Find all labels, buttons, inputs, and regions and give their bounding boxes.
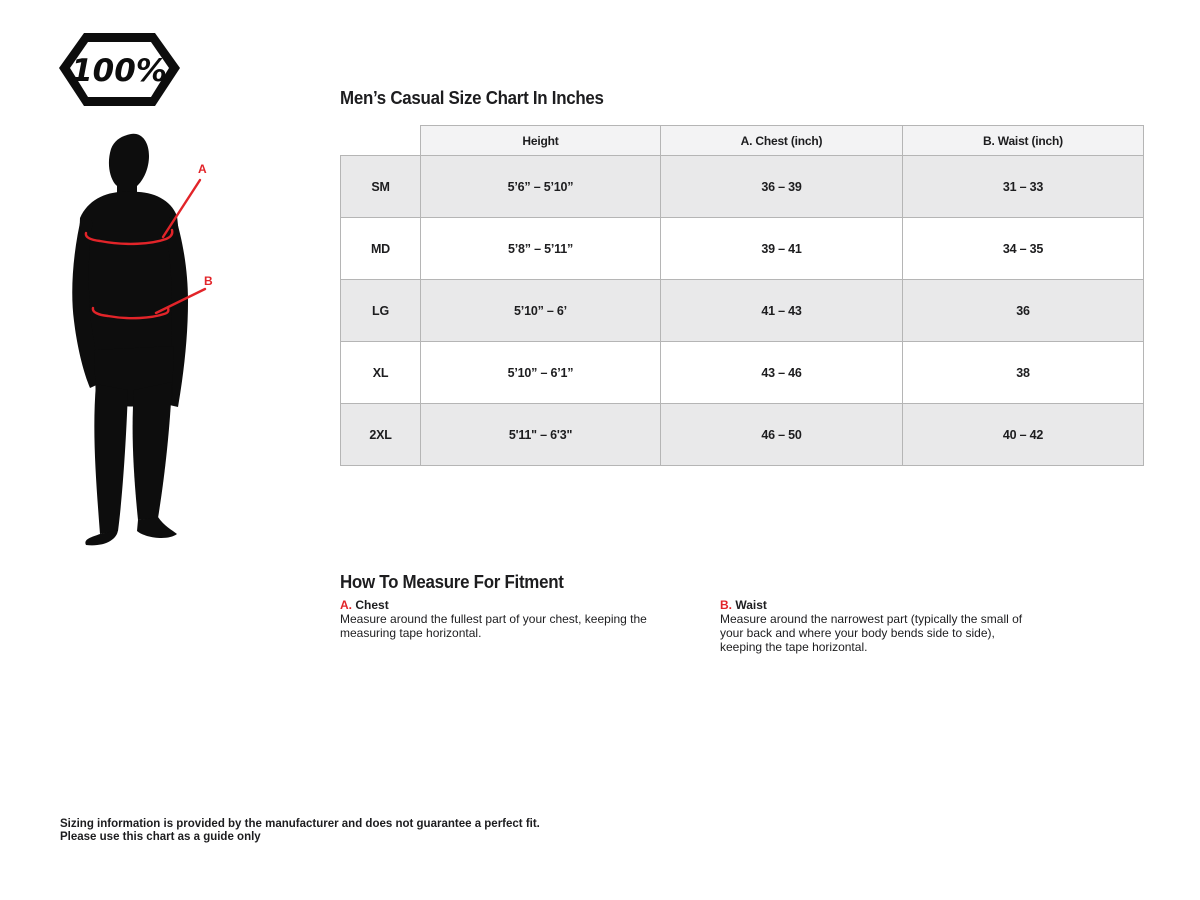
table-row-2xl (341, 404, 1144, 466)
corner-cell (341, 126, 421, 156)
hexagon-badge-icon (58, 32, 181, 107)
disclaimer-line-1: Sizing information is provided by the manufacturer and does not guarantee a perfect fit. (60, 818, 540, 830)
chest-value: 41 – 43 (661, 280, 903, 342)
male-silhouette-icon (70, 116, 245, 551)
measure-item-chest (340, 598, 650, 640)
measure-description-waist: Measure around the narrowest part (typically the small of your back and where your body bends side to side), keeping the tape horizontal. (720, 612, 1023, 654)
brand-logo (58, 32, 181, 107)
body-measurement-figure (70, 116, 245, 551)
column-header-height: Height (421, 126, 661, 156)
logo-text: 100% (71, 53, 167, 89)
table-row-md (341, 218, 1144, 280)
height-value: 5’10” – 6’ (421, 280, 661, 342)
size-label: 2XL (341, 404, 421, 466)
size-label: SM (341, 156, 421, 218)
figure-label-a: A (198, 162, 207, 176)
measure-section-title: How To Measure For Fitment (340, 572, 564, 592)
figure-label-b: B (204, 274, 213, 288)
size-label: LG (341, 280, 421, 342)
size-chart-title: Men’s Casual Size Chart In Inches (340, 88, 604, 108)
measure-letter-a: A. (340, 598, 352, 612)
table-row-xl (341, 342, 1144, 404)
measure-description-chest: Measure around the fullest part of your chest, keeping the measuring tape horizontal. (340, 612, 647, 640)
chest-value: 43 – 46 (661, 342, 903, 404)
column-header-chest: A. Chest (inch) (661, 126, 903, 156)
waist-value: 34 – 35 (903, 218, 1144, 280)
size-label: MD (341, 218, 421, 280)
size-label: XL (341, 342, 421, 404)
waist-value: 40 – 42 (903, 404, 1144, 466)
waist-value: 31 – 33 (903, 156, 1144, 218)
chest-value: 39 – 41 (661, 218, 903, 280)
chest-value: 46 – 50 (661, 404, 903, 466)
measure-name-waist: Waist (735, 598, 767, 612)
column-header-waist: B. Waist (inch) (903, 126, 1144, 156)
measure-letter-b: B. (720, 598, 732, 612)
chest-value: 36 – 39 (661, 156, 903, 218)
table-header-row (341, 126, 1144, 156)
measure-item-waist (720, 598, 1030, 654)
height-value: 5'11" – 6'3" (421, 404, 661, 466)
table-row-sm (341, 156, 1144, 218)
height-value: 5’8” – 5’11” (421, 218, 661, 280)
height-value: 5’10” – 6’1” (421, 342, 661, 404)
measure-item-label (720, 598, 1030, 612)
table-row-lg (341, 280, 1144, 342)
size-table (340, 125, 1144, 466)
waist-value: 36 (903, 280, 1144, 342)
height-value: 5’6” – 5’10” (421, 156, 661, 218)
disclaimer-line-2: Please use this chart as a guide only (60, 830, 261, 843)
measure-item-label (340, 598, 650, 612)
waist-value: 38 (903, 342, 1144, 404)
measure-name-chest: Chest (355, 598, 389, 612)
disclaimer (60, 818, 540, 843)
